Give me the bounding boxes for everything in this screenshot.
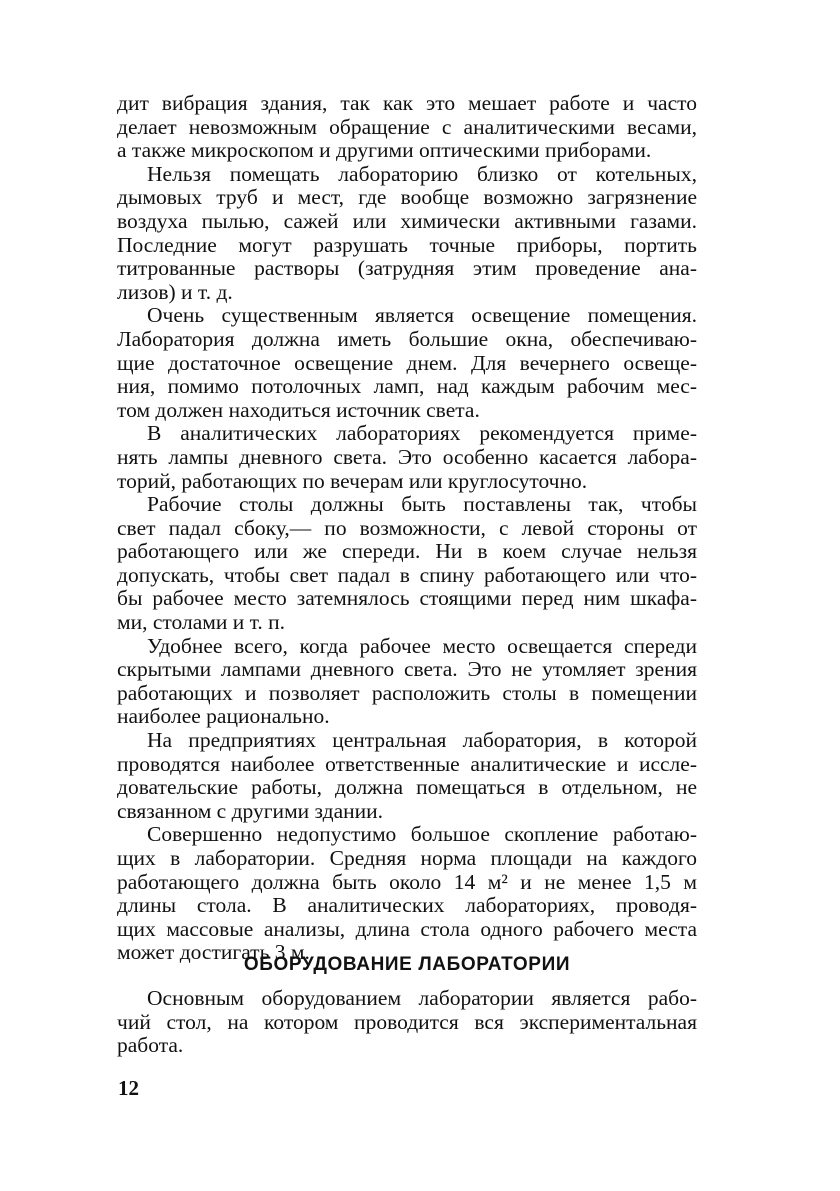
section-text-line: работа. bbox=[117, 1033, 184, 1058]
text-line: На предприятиях центральная лаборатория, в которой bbox=[147, 728, 697, 753]
text-line: ми, столами и т. п. bbox=[117, 610, 286, 635]
text-line: свет падал сбоку,— по возможности, с левой стороны от bbox=[117, 515, 697, 540]
text-line: Лаборатория должна иметь большие окна, обеспечиваю- bbox=[117, 326, 697, 351]
text-line: Рабочие столы должны быть поставлены так, чтобы bbox=[147, 492, 697, 517]
text-line: допускать, чтобы свет падал в спину работающего или что- bbox=[117, 562, 697, 587]
text-line: длины стола. В аналитических лабораториях, проводя- bbox=[117, 893, 697, 918]
text-line: Очень существенным является освещение помещения. bbox=[147, 303, 697, 328]
text-line: довательские работы, должна помещаться в отдельном, не bbox=[117, 775, 697, 800]
section-text bbox=[117, 987, 697, 1058]
text-line: лизов) и т. д. bbox=[117, 279, 233, 304]
text-line: дымовых труб и мест, где вообще возможно загрязнение bbox=[117, 185, 697, 210]
section-text-line: Основным оборудованием лаборатории является рабо- bbox=[147, 986, 697, 1010]
text-line: Совершенно недопустимо большое скопление работаю- bbox=[147, 822, 697, 847]
text-line: щие достаточное освещение днем. Для вечернего освеще- bbox=[117, 350, 697, 375]
text-line: работающего или же спереди. Ни в коем случае нельзя bbox=[117, 539, 697, 564]
text-line: может достигать 3 м. bbox=[117, 940, 310, 965]
text-line: делает невозможным обращение с аналитическими весами, bbox=[117, 114, 697, 139]
text-line: титрованные растворы (затрудняя этим проведение ана- bbox=[117, 256, 697, 281]
text-line: Последние могут разрушать точные приборы, портить bbox=[117, 232, 697, 257]
text-line: работающего должна быть около 14 м² и не менее 1,5 м bbox=[117, 869, 697, 894]
page-number: 12 bbox=[118, 1076, 139, 1100]
text-line: нять лампы дневного света. Это особенно касается лабора- bbox=[117, 444, 697, 469]
text-line: щих массовые анализы, длина стола одного рабочего места bbox=[117, 916, 697, 941]
text-line: том должен находиться источник света. bbox=[117, 397, 480, 422]
body-text bbox=[117, 92, 697, 965]
text-line: бы рабочее место затемнялось стоящими перед ним шкафа- bbox=[117, 586, 697, 611]
section-heading: ОБОРУДОВАНИЕ ЛАБОРАТОРИИ bbox=[243, 954, 571, 975]
text-line: наиболее рационально. bbox=[117, 704, 330, 729]
text-line: дит вибрация здания, так как это мешает работе и часто bbox=[117, 91, 697, 115]
text-line: Удобнее всего, когда рабочее место освещается спереди bbox=[147, 633, 697, 658]
text-line: щих в лаборатории. Средняя норма площади на каждого bbox=[117, 846, 697, 870]
text-line: Нельзя помещать лабораторию близко от котельных, bbox=[147, 161, 697, 186]
text-line: торий, работающих по вечерам или круглосуточно. bbox=[117, 468, 588, 493]
text-line: работающих и позволяет расположить столы в помещении bbox=[117, 680, 697, 705]
text-line: воздуха пылью, сажей или химически активными газами. bbox=[117, 208, 697, 233]
text-line: связанном с другими здании. bbox=[117, 798, 384, 823]
text-line: проводятся наиболее ответственные аналитические и иссле- bbox=[117, 751, 697, 776]
text-line: скрытыми лампами дневного света. Это не утомляет зрения bbox=[117, 657, 697, 682]
text-line: а также микроскопом и другими оптическими приборами. bbox=[117, 138, 652, 163]
text-line: ния, помимо потолочных ламп, над каждым рабочим мес- bbox=[117, 374, 697, 399]
section-text-line: чий стол, на котором проводится вся экспериментальная bbox=[117, 1009, 697, 1034]
text-line: В аналитических лабораториях рекомендуется приме- bbox=[147, 421, 697, 446]
